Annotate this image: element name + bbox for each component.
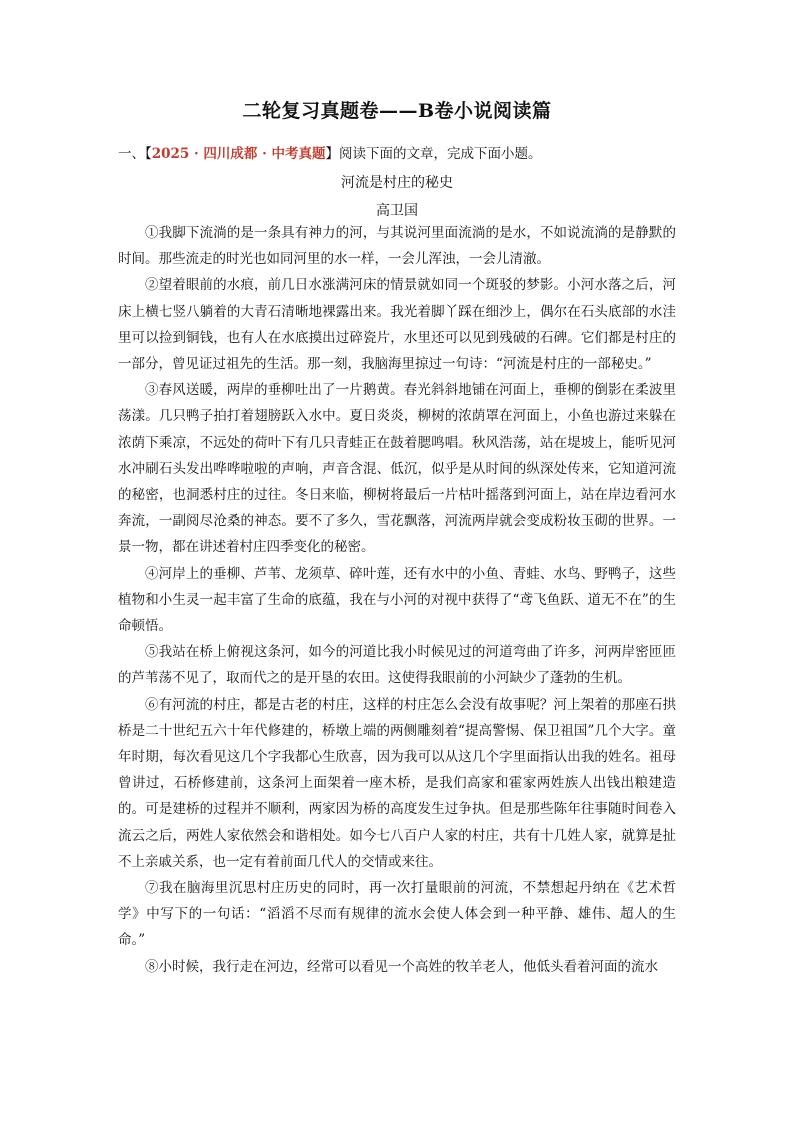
- page-title: 二轮复习真题卷——B卷小说阅读篇: [242, 100, 552, 122]
- paragraph-2: ②望着眼前的水痕，前几日水涨满河床的情景就如同一个斑驳的梦影。小河水落之后，河床上横七竖八躺着的大青石清晰地裸露出来。我光着脚丫踩在细沙上，偶尔在石头底部的水洼里可以捡到铜钱，也有人在水底摸出过碎瓷片，水里还可以见到残破的石碑。它们都是村庄的一部分，曾见证过祖先的生活。那一刻，我脑海里掠过一句诗：“河流是村庄的一部秘史。”: [118, 277, 676, 373]
- paragraph-6: ⑥有河流的村庄，都是古老的村庄，这样的村庄怎么会没有故事呢？河上架着的那座石拱桥是二十世纪五六十年代修建的，桥墩上端的两侧雕刻着“提高警惕、保卫祖国”几个大字。童年时期，每次看见这几个字我都心生欣喜，因为我可以从这几个字里面指认出我的姓名。祖母曾讲过，石桥修建前，这条河上面架着一座木桥，是我们高家和霍家两姓族人出钱出粮建造的。可是建桥的过程并不顺利，两家因为桥的高度发生过争执。但是那些陈年往事随时间卷入流云之后，两姓人家依然会和谐相处。如今七八百户人家的村庄，共有十几姓人家，就算是扯不上亲戚关系，也一定有着前面几代人的交情或来往。: [118, 696, 676, 870]
- question-prefix: 一、【: [118, 146, 152, 162]
- paragraph-5: ⑤我站在桥上俯视这条河，如今的河道比我小时候见过的河道弯曲了许多，河两岸密匝匝的芦苇荡不见了，取而代之的是开垦的农田。这使得我眼前的小河缺少了蓬勃的生机。: [118, 644, 676, 687]
- source-tag: 2025 · 四川成都 · 中考真题: [151, 146, 326, 162]
- article-author: 高卫国: [376, 203, 418, 219]
- question-instruction: 】阅读下面的文章，完成下面小题。: [325, 146, 542, 162]
- paragraph-1: ①我脚下流淌的是一条具有神力的河，与其说河里面流淌的是水，不如说流淌的是静默的时间。那些流走的时光也如同河里的水一样，一会儿浑浊，一会儿清澈。: [118, 225, 676, 268]
- article-body: [118, 220, 676, 980]
- paragraph-4: ④河岸上的垂柳、芦苇、龙须草、碎叶莲，还有水中的小鱼、青蛙、水鸟、野鸭子，这些植物和小生灵一起丰富了生命的底蕴，我在与小河的对视中获得了“鸢飞鱼跃、道无不在”的生命顿悟。: [118, 565, 676, 635]
- paragraph-3: ③春风送暖，两岸的垂柳吐出了一片鹅黄。春光斜斜地铺在河面上，垂柳的倒影在柔波里荡漾。几只鸭子拍打着翅膀跃入水中。夏日炎炎，柳树的浓荫罩在河面上，小鱼也游过来躲在浓荫下乘凉，不远处的荷叶下有几只青蛙正在鼓着腮鸣唱。秋风浩荡，站在堤坡上，能听见河水冲刷石头发出哗哗啦啦的声响，声音含混、低沉，似乎是从时间的纵深处传来，它知道河流的秘密，也洞悉村庄的过往。冬日来临，柳树将最后一片枯叶摇落到河面上，站在岸边看河水奔流，一副阅尽沧桑的神态。要不了多久，雪花飘落，河流两岸就会变成粉妆玉砌的世界。一景一物，都在讲述着村庄四季变化的秘密。: [118, 382, 676, 556]
- question-intro: [118, 143, 678, 165]
- article-title: 河流是村庄的秘史: [341, 175, 453, 191]
- paragraph-7: ⑦我在脑海里沉思村庄历史的同时，再一次打量眼前的河流，不禁想起丹纳在《艺术哲学》中写下的一句话：“滔滔不尽而有规律的流水会使人体会到一种平静、雄伟、超人的生命。”: [118, 880, 676, 949]
- paragraph-8: ⑧小时候，我行走在河边，经常可以看见一个高姓的牧羊老人，他低头看着河面的流水: [145, 958, 658, 975]
